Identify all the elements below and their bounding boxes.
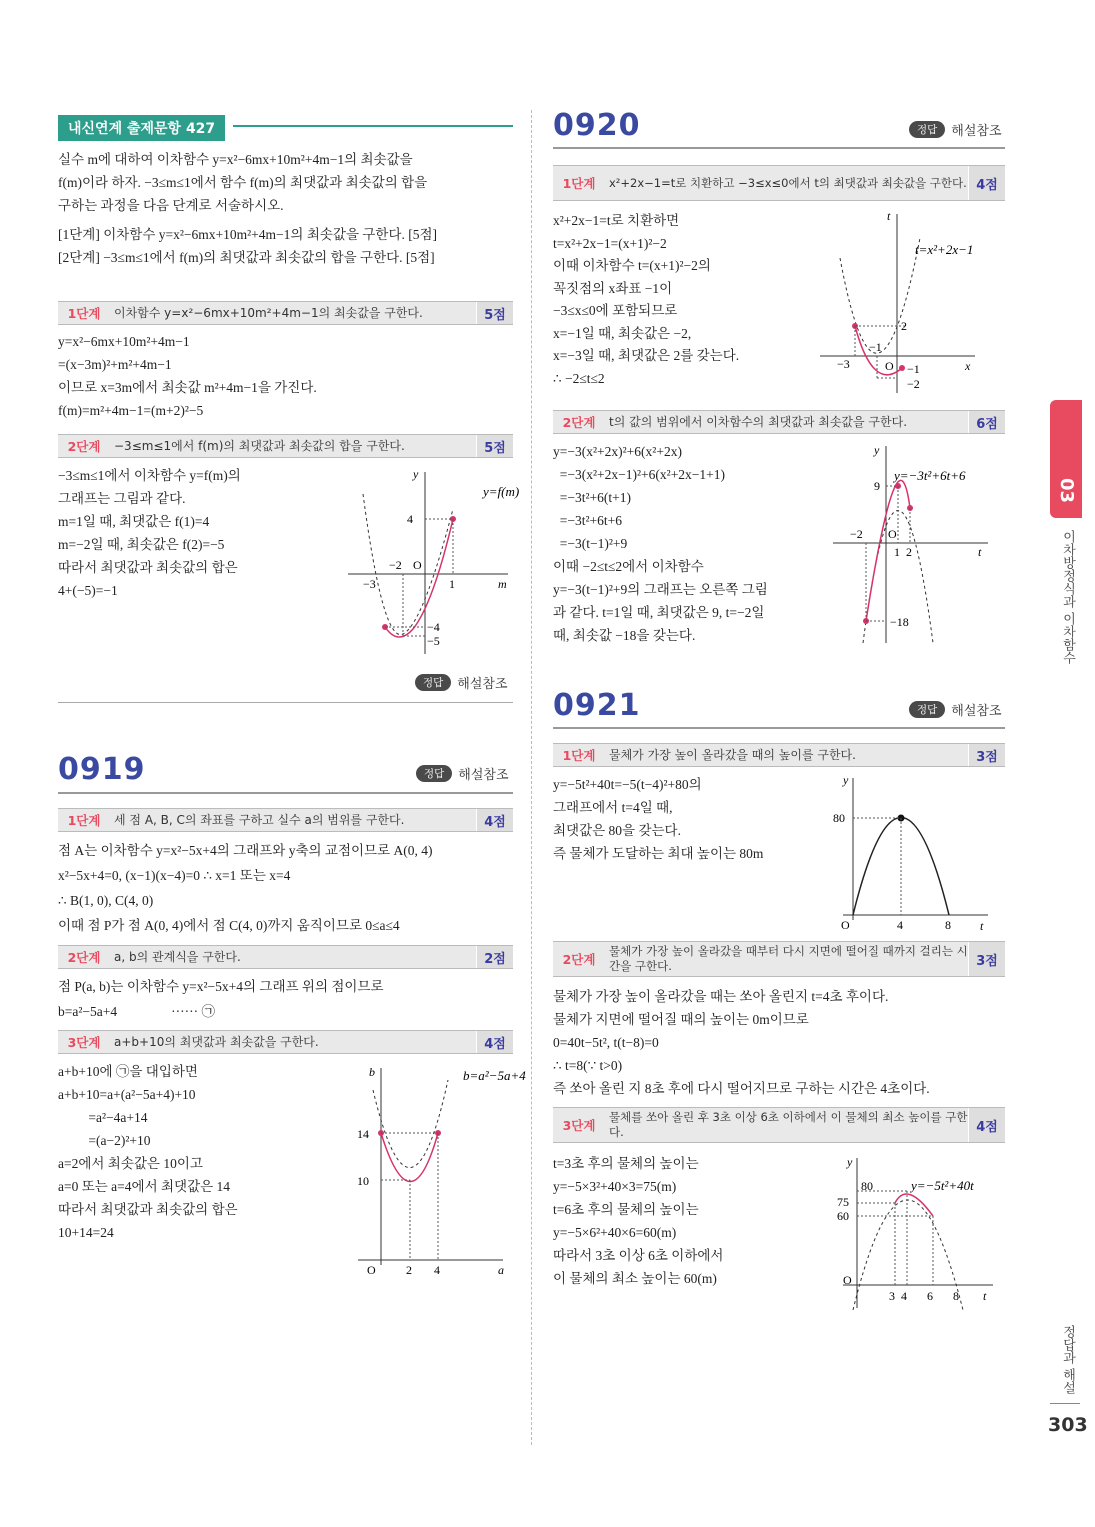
q427-steps-line: [2단계] −3≤m≤1에서 f(m)의 최댓값과 최솟값의 합을 구한다. [5점]	[58, 250, 435, 265]
tick-label: O	[885, 359, 894, 373]
tick-label: 4	[901, 1289, 907, 1303]
curve-label: y=f(m)	[483, 484, 520, 499]
body-line: t=x²+2x−1=(x+1)²−2	[553, 235, 667, 251]
tick-label: −18	[890, 615, 909, 629]
body-line: 그래프는 그림과 같다.	[58, 491, 186, 506]
q0921-step2-bar	[553, 941, 1005, 977]
step-text: 물체를 쏘아 올린 후 3초 이상 6초 이하에서 이 물체의 최소 높이를 구한다.	[609, 1110, 968, 1139]
body-line: y=x²−6mx+10m²+4m−1	[58, 334, 190, 349]
body-line: 때, 최솟값 −18을 갖는다.	[553, 628, 696, 643]
endpoint	[899, 365, 905, 371]
q427-step2-bar	[58, 434, 513, 458]
q0920-step2-body	[553, 440, 813, 647]
x-axis-label: t	[980, 919, 984, 933]
body-line: 따라서 최댓값과 최솟값의 합은	[58, 560, 238, 575]
step-label: 2단계	[67, 439, 101, 454]
curve-label: y=−3t²+6t+6	[894, 468, 966, 483]
q0921-step1-bar	[553, 743, 1005, 767]
answer-pill: 정답	[416, 765, 452, 782]
answer-text: 해설참조	[458, 768, 509, 783]
body-line: 이 물체의 최소 높이는 60(m)	[553, 1271, 717, 1286]
q427-intro-line: 구하는 과정을 다음 단계로 서술하시오.	[58, 198, 284, 213]
body-line: a=2에서 최솟값은 10이고	[58, 1156, 203, 1171]
tick-label: 14	[357, 1127, 369, 1141]
body-line: a+b+10=a+(a²−5a+4)+10	[58, 1087, 196, 1102]
body-line: =−3(t−1)²+9	[553, 536, 628, 551]
step-text: 이차함수 y=x²−6mx+10m²+4m−1의 최솟값을 구한다.	[114, 305, 423, 320]
body-line: 이때 −2≤t≤2에서 이차함수	[553, 559, 704, 574]
q0919-rule	[58, 792, 513, 794]
tick-label: 4	[897, 918, 903, 932]
q0919-step2-body	[58, 974, 513, 1024]
step-label: 1단계	[562, 176, 596, 191]
body-line: 따라서 3초 이상 6초 이하에서	[553, 1248, 724, 1263]
tick-label: O	[843, 1273, 852, 1287]
body-line: x=−3일 때, 최댓값은 2를 갖는다.	[553, 348, 740, 363]
q0919-graph	[353, 1060, 526, 1280]
tick-label: 6	[927, 1289, 933, 1303]
tick-label: 8	[953, 1289, 959, 1303]
body-line: x²−5x+4=0, (x−1)(x−4)=0 ∴ x=1 또는 x=4	[58, 868, 291, 883]
y-axis-label: y	[847, 1155, 853, 1169]
body-line: 그래프에서 t=4일 때,	[553, 800, 673, 815]
q0920-graph2	[828, 438, 1005, 648]
q427-step1-bar	[58, 301, 513, 325]
curve-highlight	[385, 519, 453, 637]
q0919-answer	[416, 764, 509, 783]
y-axis-label: b	[369, 1065, 375, 1079]
curve-label: b=a²−5a+4	[463, 1068, 526, 1083]
tick-label: O	[367, 1263, 376, 1277]
answer-pill: 정답	[909, 701, 945, 718]
step-text: 세 점 A, B, C의 좌표를 구하고 실수 a의 범위를 구한다.	[114, 812, 405, 827]
body-line: =−3t²+6(t+1)	[553, 490, 631, 505]
q0921-step2-body	[553, 985, 1005, 1100]
curve-highlight	[381, 1133, 438, 1182]
body-line: t=3초 후의 물체의 높이는	[553, 1156, 699, 1171]
step-text: 물체가 가장 높이 올라갔을 때의 높이를 구한다.	[609, 747, 856, 762]
q0921-rule	[553, 727, 1005, 729]
body-line: −3≤m≤1에서 이차함수 y=f(m)의	[58, 468, 241, 483]
body-line: a+b+10에 ㉠을 대입하면	[58, 1064, 198, 1079]
step-label: 2단계	[562, 415, 596, 430]
body-line: y=−5×6²+40×6=60(m)	[553, 1225, 677, 1240]
curve-dashed	[840, 238, 920, 353]
section-label: 정답과 해설	[1060, 1325, 1075, 1395]
answer-text: 해설참조	[457, 677, 508, 692]
q0919-step3-bar	[58, 1030, 513, 1054]
step-text: a+b+10의 최댓값과 최솟값을 구한다.	[114, 1034, 319, 1049]
q427-steps-line: [1단계] 이차함수 y=x²−6mx+10m²+4m−1의 최솟값을 구한다. [5점]	[58, 227, 438, 242]
curve-label: y=−5t²+40t	[911, 1178, 974, 1193]
body-line: 0=40t−5t², t(t−8)=0	[553, 1035, 659, 1050]
q427-answer	[415, 673, 508, 692]
tick-label: 3	[889, 1289, 895, 1303]
tick-label: −1	[869, 340, 882, 354]
tick-label: 4	[407, 512, 413, 526]
body-line: 이므로 x=3m에서 최솟값 m²+4m−1을 가진다.	[58, 380, 317, 395]
body-line: 이때 점 P가 점 A(0, 4)에서 점 C(4, 0)까지 움직이므로 0≤a≤4	[58, 918, 400, 933]
body-line: 점 A는 이차함수 y=x²−5x+4의 그래프와 y축의 교점이므로 A(0, 4)	[58, 843, 433, 858]
tick-label: 8	[945, 918, 951, 932]
y-axis-label: y	[874, 443, 880, 457]
divider	[58, 702, 513, 703]
y-axis-label: t	[887, 209, 891, 223]
body-line: y=−5×3²+40×3=75(m)	[553, 1179, 677, 1194]
step-points: 2점	[476, 946, 513, 968]
q0920-number: 0920	[553, 108, 641, 143]
page-rule	[1050, 1403, 1080, 1404]
chapter-tab[interactable]	[1050, 400, 1082, 518]
q0919-step2-bar	[58, 945, 513, 969]
answer-pill: 정답	[909, 121, 945, 138]
q0920-answer	[909, 120, 1002, 139]
step-label: 2단계	[67, 950, 101, 965]
tick-label: 1	[449, 577, 455, 591]
step-points: 4점	[476, 1031, 513, 1053]
chapter-title: 이차방정식과 이차함수	[1060, 530, 1075, 665]
tick-label: 80	[833, 811, 845, 825]
tick-label: O	[888, 527, 897, 541]
q0921-graph2	[823, 1150, 1005, 1310]
tick-label: −4	[427, 620, 440, 634]
q427-intro-line: 실수 m에 대하여 이차함수 y=x²−6mx+10m²+4m−1의 최솟값을	[58, 152, 413, 167]
tick-label: O	[413, 558, 422, 572]
tick-label: 4	[434, 1263, 440, 1277]
body-line: =−3(x²+2x−1)²+6(x²+2x−1+1)	[553, 467, 726, 482]
body-line: 즉 쏘아 올린 지 8초 후에 다시 떨어지므로 구하는 시간은 4초이다.	[553, 1081, 930, 1096]
body-line: x²+2x−1=t로 치환하면	[553, 213, 680, 228]
body-line: a=0 또는 a=4에서 최댓값은 14	[58, 1179, 231, 1194]
step-points: 4점	[476, 809, 513, 831]
step-label: 1단계	[562, 748, 596, 763]
body-line: m=1일 때, 최댓값은 f(1)=4	[58, 514, 210, 529]
y-axis-label: y	[413, 467, 419, 481]
step-points: 5점	[476, 435, 513, 457]
body-line: ∴ t=8(∵ t>0)	[553, 1058, 623, 1073]
q0919-number: 0919	[58, 752, 146, 787]
q0921-answer	[909, 700, 1002, 719]
body-line: 10+14=24	[58, 1225, 114, 1240]
tick-label: −2	[907, 377, 920, 391]
tick-label: 2	[906, 545, 912, 559]
step-points: 4점	[968, 1108, 1005, 1142]
x-axis-label: a	[498, 1263, 504, 1277]
q0921-step3-bar	[553, 1107, 1005, 1143]
tick-label: −3	[837, 357, 850, 371]
q427-step2-body	[58, 464, 318, 602]
body-line: 점 P(a, b)는 이차함수 y=x²−5x+4의 그래프 위의 점이므로	[58, 979, 384, 994]
q0920-graph1	[815, 208, 1005, 398]
body-line: 즉 물체가 도달하는 최대 높이는 80m	[553, 846, 764, 861]
q427-graph	[343, 464, 520, 659]
step-label: 1단계	[67, 813, 101, 828]
body-line: 물체가 가장 높이 올라갔을 때는 쏘아 올린지 t=4초 후이다.	[553, 989, 889, 1004]
tick-label: −5	[427, 634, 440, 648]
step-points: 3점	[968, 942, 1005, 976]
tick-label: O	[841, 918, 850, 932]
body-line: =(a−2)²+10	[58, 1133, 151, 1148]
curve-dashed	[373, 1080, 448, 1168]
tick-label: −1	[907, 362, 920, 376]
step-text: a, b의 관계식을 구한다.	[114, 949, 241, 964]
q0919-step3-body	[58, 1060, 338, 1244]
tick-label: 2	[406, 1263, 412, 1277]
body-line: 따라서 최댓값과 최솟값의 합은	[58, 1202, 238, 1217]
tick-label: 10	[357, 1174, 369, 1188]
body-line: 최댓값은 80을 갖는다.	[553, 823, 681, 838]
q0920-step1-bar	[553, 165, 1005, 201]
curve-highlight	[866, 480, 910, 621]
tick-label: −2	[389, 558, 402, 572]
curve-label: t=x²+2x−1	[915, 242, 974, 257]
q0920-rule	[553, 147, 1005, 149]
body-line: =(x−3m)²+m²+4m−1	[58, 357, 172, 372]
tick-label: −3	[363, 577, 376, 591]
x-axis-label: t	[978, 545, 982, 559]
body-line: 꼭짓점의 x좌표 −1이	[553, 280, 673, 296]
step-label: 3단계	[562, 1118, 596, 1133]
q427-intro	[58, 148, 513, 269]
body-line: −3≤x≤0에 포함되므로	[553, 303, 678, 318]
answer-text: 해설참조	[951, 124, 1002, 139]
step-text: x²+2x−1=t로 치환하고 −3≤x≤0에서 t의 최댓값과 최솟값을 구한다.	[609, 175, 967, 190]
body-line: x=−1일 때, 최솟값은 −2,	[553, 325, 692, 341]
y-axis-label: y	[843, 773, 849, 787]
q427-step1-body	[58, 330, 513, 422]
body-line: =−3t²+6t+6	[553, 513, 623, 528]
tick-label: 9	[874, 479, 880, 493]
body-line: b=a²−5a+4 ······ ㉠	[58, 1004, 215, 1019]
body-line: y=−5t²+40t=−5(t−4)²+80의	[553, 777, 702, 792]
q0920-step2-bar	[553, 410, 1005, 434]
tick-label: 60	[837, 1209, 849, 1223]
curve-highlight	[895, 1194, 933, 1216]
tick-label: −2	[850, 527, 863, 541]
tick-label: 75	[837, 1195, 849, 1209]
step-points: 4점	[968, 166, 1005, 200]
step-text: −3≤m≤1에서 f(m)의 최댓값과 최솟값의 합을 구한다.	[114, 438, 405, 453]
answer-text: 해설참조	[951, 704, 1002, 719]
body-line: 4+(−5)=−1	[58, 583, 118, 598]
step-label: 2단계	[562, 952, 596, 967]
body-line: f(m)=m²+4m−1=(m+2)²−5	[58, 403, 204, 418]
page-number: 303	[1048, 1414, 1088, 1436]
step-label: 3단계	[67, 1035, 101, 1050]
body-line: y=−3(x²+2x)²+6(x²+2x)	[553, 444, 682, 459]
q0919-step1-bar	[58, 808, 513, 832]
naesin-tag: 내신연계 출제문항 427	[58, 115, 225, 141]
tag-rule	[233, 125, 513, 127]
q0921-number: 0921	[553, 688, 641, 723]
body-line: 과 같다. t=1일 때, 최댓값은 9, t=−2일	[553, 605, 765, 620]
step-points: 5점	[476, 302, 513, 324]
tick-label: 1	[894, 545, 900, 559]
step-text: 물체가 가장 높이 올라갔을 때부터 다시 지면에 떨어질 때까지 걸리는 시간을 구한다.	[609, 944, 968, 973]
x-axis-label: m	[498, 577, 507, 591]
x-axis-label: t	[983, 1289, 987, 1303]
column-divider	[531, 110, 532, 1445]
body-line: t=6초 후의 물체의 높이는	[553, 1202, 699, 1217]
q0921-step3-body	[553, 1152, 823, 1290]
q427-intro-line: f(m)이라 하자. −3≤m≤1에서 함수 f(m)의 최댓값과 최솟값의 합을	[58, 175, 428, 190]
chapter-number: 03	[1056, 478, 1077, 504]
body-line: ∴ −2≤t≤2	[553, 370, 605, 386]
tick-label: 2	[901, 319, 907, 333]
step-points: 6점	[968, 411, 1005, 433]
body-line: m=−2일 때, 최솟값은 f(2)=−5	[58, 537, 225, 552]
q0921-graph1	[823, 770, 998, 935]
step-points: 3점	[968, 744, 1005, 766]
q0921-step1-body	[553, 773, 823, 865]
body-line: ∴ B(1, 0), C(4, 0)	[58, 893, 154, 908]
q0920-step1-body	[553, 210, 823, 390]
q0919-step1-body	[58, 838, 513, 938]
body-line: y=−3(t−1)²+9의 그래프는 오른쪽 그림	[553, 582, 768, 597]
body-line: 이때 이차함수 t=(x+1)²−2의	[553, 258, 711, 273]
body-line: 물체가 지면에 떨어질 때의 높이는 0m이므로	[553, 1012, 809, 1027]
step-label: 1단계	[67, 306, 101, 321]
tick-label: 80	[861, 1179, 873, 1193]
answer-pill: 정답	[415, 674, 451, 691]
x-axis-label: x	[965, 359, 971, 373]
body-line: =a²−4a+14	[58, 1110, 148, 1125]
step-text: t의 값의 범위에서 이차함수의 최댓값과 최솟값을 구한다.	[609, 414, 908, 429]
